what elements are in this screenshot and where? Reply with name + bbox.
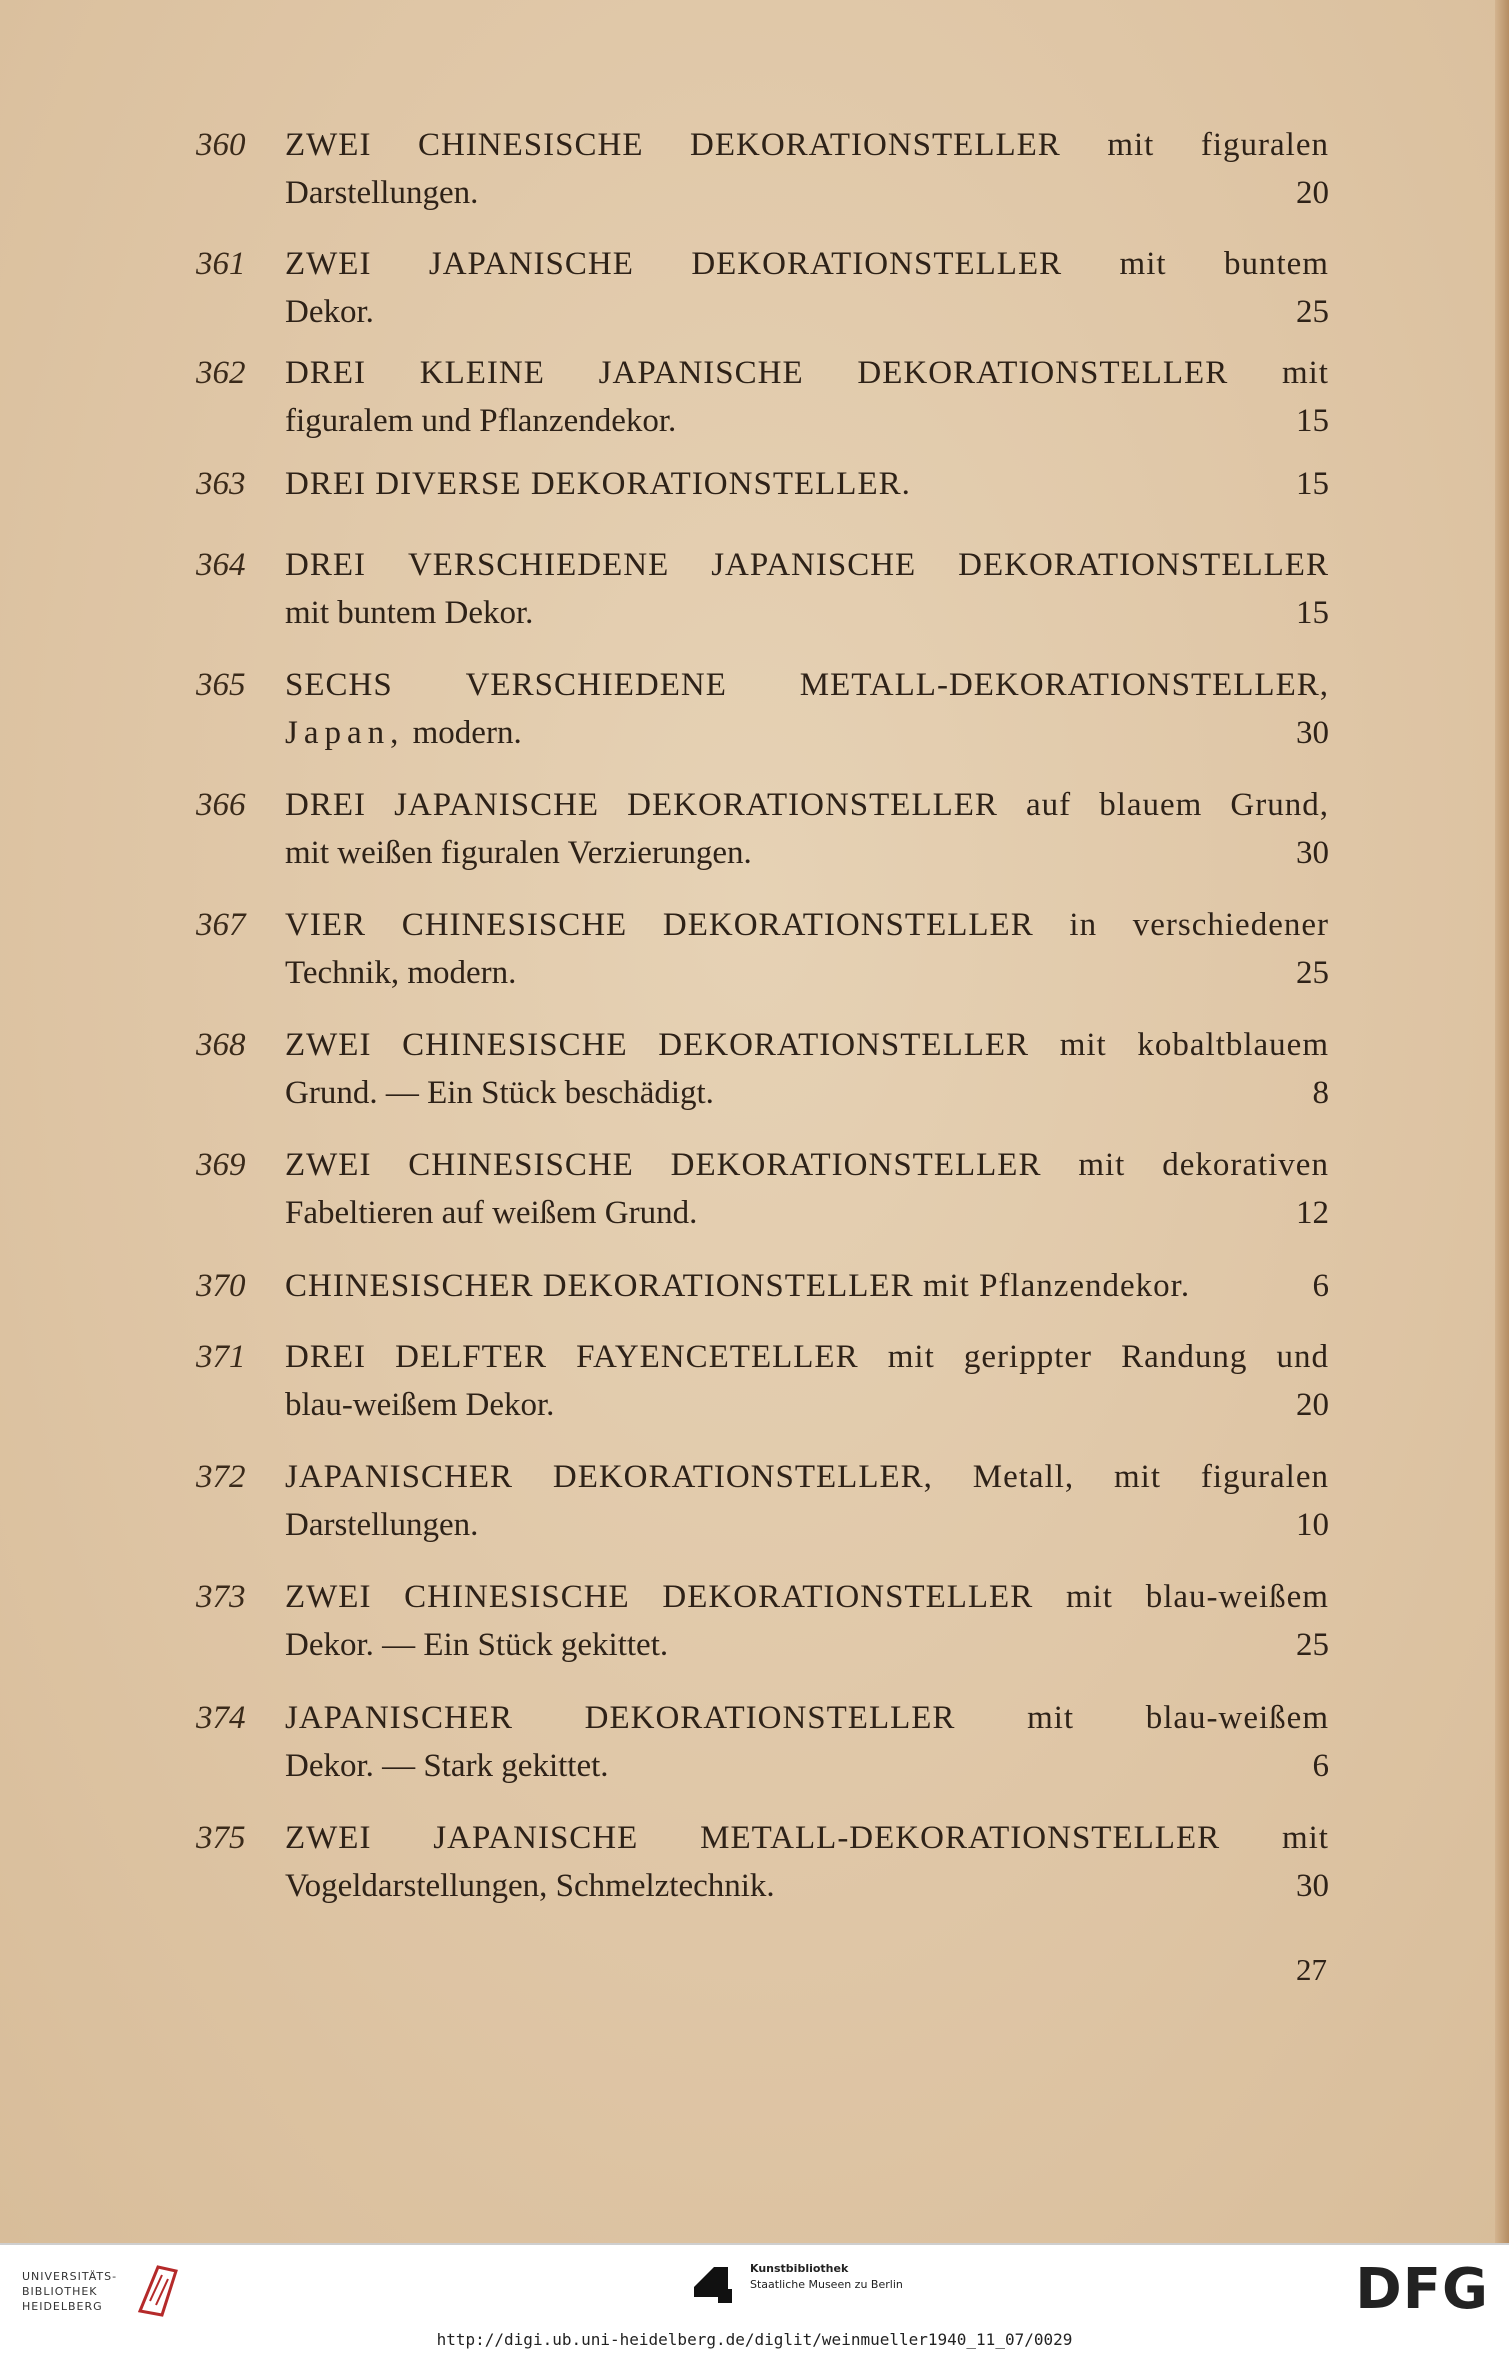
entry-second-line (285, 709, 1329, 757)
lot-price: 25 (1296, 294, 1329, 330)
lot-number: 374 (196, 1700, 246, 1736)
lot-price: 30 (1296, 1868, 1329, 1904)
heading-word: DEKORATIONSTELLER (662, 1579, 1034, 1615)
heading-word: CHINESISCHE (408, 1147, 634, 1183)
entry-description: Vogeldarstellungen, Schmelztechnik. (285, 1868, 775, 1904)
entry-heading-line (285, 1814, 1329, 1862)
kunstbibliothek-text (750, 2261, 903, 2293)
heading-word: mit (1281, 1820, 1329, 1856)
entry-description: Darstellungen. (285, 175, 479, 211)
lot-price: 25 (1296, 1627, 1329, 1663)
heading-word: Metall, (972, 1459, 1075, 1495)
lot-price: 30 (1296, 835, 1329, 871)
uni-logo-line: BIBLIOTHEK (22, 2285, 98, 2298)
heading-word: DEKORATIONSTELLER (691, 246, 1063, 282)
entry-second-line (285, 169, 1329, 217)
lot-price: 6 (1312, 1748, 1329, 1784)
heading-word: und (1276, 1339, 1329, 1375)
heading-word: figuralen (1200, 127, 1329, 163)
entry-second-line (285, 1862, 1329, 1910)
heading-word: gerippter (963, 1339, 1093, 1375)
entry-description: modern. (412, 715, 522, 751)
lot-number: 365 (196, 667, 246, 703)
heading-word: DEKORATIONSTELLER (857, 355, 1229, 391)
heading-word: ZWEI (285, 127, 372, 163)
entry-description: Dekor. — Stark gekittet. (285, 1748, 609, 1784)
heading-word: DEKORATIONSTELLER (627, 787, 998, 823)
heading-word: in (1069, 907, 1098, 943)
entry-second-line (285, 1069, 1329, 1117)
lot-price: 20 (1296, 175, 1329, 211)
heading-word: figuralen (1200, 1459, 1329, 1495)
entry-description: Darstellungen. (285, 1507, 479, 1543)
entry-description: mit weißen figuralen Verzierungen. (285, 835, 752, 871)
heading-word: verschiedener (1132, 907, 1329, 943)
entry-second-line (285, 288, 1329, 336)
heading-word: DEKORATIONSTELLER (584, 1700, 956, 1736)
heading-word: ZWEI (285, 246, 372, 282)
kb-subtitle: Staatliche Museen zu Berlin (750, 2278, 903, 2291)
heading-word: mit (1065, 1579, 1113, 1615)
heading-word: dekorativen (1162, 1147, 1329, 1183)
entry-second-line (285, 1189, 1329, 1237)
entry-second-line (285, 1621, 1329, 1669)
university-library-logo[interactable] (22, 2269, 117, 2314)
entry-description: blau-weißem Dekor. (285, 1387, 555, 1423)
entry-line (285, 460, 1329, 508)
heading-word: ZWEI (285, 1820, 372, 1856)
heading-word: CHINESISCHE (404, 1579, 630, 1615)
heading-word: buntem (1223, 246, 1329, 282)
lot-number: 362 (196, 355, 246, 391)
heading-word: JAPANISCHE (711, 547, 917, 583)
heading-word: CHINESISCHE (417, 127, 644, 163)
heading-word: DEKORATIONSTELLER (658, 1027, 1030, 1063)
heading-word: ZWEI (285, 1027, 372, 1063)
lot-price: 20 (1296, 1387, 1329, 1423)
lot-number: 371 (196, 1339, 246, 1375)
lot-price: 6 (1312, 1268, 1329, 1304)
heading-word: blau-weißem (1145, 1579, 1329, 1615)
heading-word: mit (887, 1339, 935, 1375)
heading-word: DREI (285, 1339, 366, 1375)
heading-word: JAPANISCHE (598, 355, 804, 391)
heading-word: VERSCHIEDENE (407, 547, 670, 583)
lot-number: 363 (196, 466, 246, 502)
entry-description: Fabeltieren auf weißem Grund. (285, 1195, 698, 1231)
entry-heading-line (285, 121, 1329, 169)
entry-description: Technik, modern. (285, 955, 517, 991)
heading-word: KLEINE (419, 355, 545, 391)
heading-word: mit (1107, 127, 1155, 163)
lot-number: 369 (196, 1147, 246, 1183)
lot-number: 375 (196, 1820, 246, 1856)
heading-word: DEKORATIONSTELLER (670, 1147, 1042, 1183)
heading-word: CHINESISCHE (402, 1027, 628, 1063)
entry-description: figuralem und Pflanzendekor. (285, 403, 677, 439)
lot-number: 370 (196, 1268, 246, 1304)
university-emblem-icon (136, 2261, 180, 2321)
lot-number: 364 (196, 547, 246, 583)
entry-second-line (285, 1742, 1329, 1790)
entry-line (285, 1262, 1329, 1310)
heading-word: blau-weißem (1145, 1700, 1329, 1736)
heading-word: mit (1059, 1027, 1107, 1063)
entry-heading-line (285, 541, 1329, 589)
heading-word: auf (1026, 787, 1072, 823)
lot-number: 360 (196, 127, 246, 163)
entry-second-line (285, 1501, 1329, 1549)
lot-number: 373 (196, 1579, 246, 1615)
entry-description: Dekor. — Ein Stück gekittet. (285, 1627, 669, 1663)
heading-word: ZWEI (285, 1147, 372, 1183)
heading-word: JAPANISCHER (285, 1459, 514, 1495)
lot-number: 372 (196, 1459, 246, 1495)
heading-word: kobaltblauem (1137, 1027, 1329, 1063)
lot-number: 366 (196, 787, 246, 823)
page-edge-shadow (1495, 0, 1509, 2243)
heading-word: METALL-DEKORATIONSTELLER (700, 1820, 1221, 1856)
entry-heading-line (285, 1021, 1329, 1069)
heading-word: mit (1119, 246, 1167, 282)
heading-word: DEKORATIONSTELLER (690, 127, 1061, 163)
heading-word: SECHS (285, 667, 393, 703)
heading-word: ZWEI (285, 1579, 372, 1615)
heading-word: DREI (285, 787, 366, 823)
lot-number: 367 (196, 907, 246, 943)
kunstbibliothek-logo-icon[interactable] (688, 2259, 736, 2307)
lot-price: 15 (1296, 403, 1329, 439)
heading-word: VIER (285, 907, 366, 943)
entry-description: mit buntem Dekor. (285, 595, 534, 631)
lot-price: 30 (1296, 715, 1329, 751)
heading-word: mit (1281, 355, 1329, 391)
heading-word: METALL-DEKORATIONSTELLER, (799, 667, 1329, 703)
heading-word: JAPANISCHE (433, 1820, 639, 1856)
entry-second-line (285, 1381, 1329, 1429)
heading-word: DEKORATIONSTELLER (958, 547, 1329, 583)
heading-word: JAPANISCHER (285, 1700, 514, 1736)
lot-price: 15 (1296, 466, 1329, 502)
entry-heading-line (285, 1694, 1329, 1742)
lot-price: 12 (1296, 1195, 1329, 1231)
lot-number: 361 (196, 246, 246, 282)
heading-word: mit (1114, 1459, 1162, 1495)
heading-word: JAPANISCHE (428, 246, 634, 282)
heading-word: DEKORATIONSTELLER (662, 907, 1034, 943)
entry-heading-line (285, 781, 1329, 829)
heading-word: FAYENCETELLER (576, 1339, 859, 1375)
lot-number: 368 (196, 1027, 246, 1063)
page-number: 27 (1296, 1952, 1327, 1987)
entry-heading-line (285, 901, 1329, 949)
heading-word: DEKORATIONSTELLER, (552, 1459, 933, 1495)
heading-word: Randung (1121, 1339, 1248, 1375)
heading-word: DREI (285, 355, 366, 391)
entry-heading-line (285, 240, 1329, 288)
permalink-url[interactable]: http://digi.ub.uni-heidelberg.de/diglit/weinmueller1940_11_07/0029 (436, 2330, 1073, 2349)
entry-heading-line (285, 1453, 1329, 1501)
lot-price: 25 (1296, 955, 1329, 991)
kb-name: Kunstbibliothek (750, 2262, 849, 2275)
entry-heading-line (285, 1573, 1329, 1621)
footer-bar (0, 2243, 1509, 2353)
entry-second-line (285, 397, 1329, 445)
heading-word: CHINESISCHE (401, 907, 628, 943)
entry-description: Dekor. (285, 294, 374, 330)
entry-description: CHINESISCHER DEKORATIONSTELLER mit Pflanzendekor. (285, 1268, 1191, 1304)
entry-description: Grund. — Ein Stück beschädigt. (285, 1075, 714, 1111)
heading-word: mit (1027, 1700, 1075, 1736)
heading-word: DELFTER (395, 1339, 547, 1375)
entry-heading-line (285, 349, 1329, 397)
entry-second-line (285, 949, 1329, 997)
heading-word: JAPANISCHE (394, 787, 600, 823)
entry-second-line (285, 589, 1329, 637)
entry-description: DREI DIVERSE DEKORATIONSTELLER. (285, 466, 911, 502)
uni-logo-line: UNIVERSITÄTS- (22, 2270, 118, 2283)
entry-heading-line (285, 661, 1329, 709)
heading-word: VERSCHIEDENE (465, 667, 727, 703)
lot-price: 15 (1296, 595, 1329, 631)
spaced-word: Japan, (285, 715, 405, 751)
entry-heading-line (285, 1333, 1329, 1381)
entry-second-line (285, 829, 1329, 877)
lot-price: 8 (1312, 1075, 1329, 1111)
heading-word: mit (1078, 1147, 1126, 1183)
lot-price: 10 (1296, 1507, 1329, 1543)
heading-word: blauem (1099, 787, 1203, 823)
dfg-logo[interactable]: DFG (1355, 2257, 1489, 2322)
heading-word: DREI (285, 547, 366, 583)
entry-heading-line (285, 1141, 1329, 1189)
heading-word: Grund, (1230, 787, 1329, 823)
uni-logo-line: HEIDELBERG (22, 2300, 103, 2313)
